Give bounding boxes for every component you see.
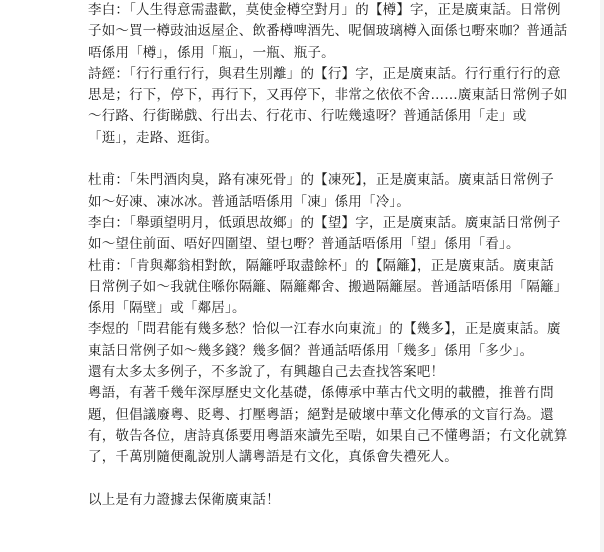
text-line: 如～好凍、凍冰冰。普通話唔係用「凍」係用「冷」。 — [88, 193, 411, 210]
paragraph-du-fu-gaklei — [88, 256, 596, 320]
text-line: 子如～買一樽豉油返屋企、飲番樽啤酒先、呢個玻璃樽入面係乜嘢來咖？普通話 — [88, 23, 568, 40]
paragraph-conclusion — [88, 490, 596, 511]
paragraph-more-examples — [88, 362, 596, 383]
text-line: 了，千萬別隨便亂說別人講粵語是冇文化，真係會失禮死人。 — [88, 449, 458, 466]
text-line: 李白：「人生得意需盡歡，莫使金樽空對月」的【樽】字，正是廣東話。日常例 — [88, 2, 561, 18]
text-line: 還有太多太多例子，不多說了，有興趣自己去查找答案吧！ — [88, 364, 445, 381]
text-line: 題，但倡議廢粵、貶粵、打壓粵語；絕對是破壞中華文化傳承的文盲行為。還 — [88, 406, 554, 423]
article-body — [88, 0, 596, 511]
text-line: 思是；行下，停下，再行下，又再停下，非常之依依不舍……廣東話日常例子如 — [88, 87, 568, 104]
text-line: 李白：「舉頭望明月，低頭思故鄉」的【望】字，正是廣東話。廣東話日常例子 — [88, 214, 561, 231]
text-line: 日常例子如～我就住喺你隔籬、隔籬鄰舍、搬過隔籬屋。普通話唔係用「隔籬」 — [88, 278, 568, 295]
text-line: 李煜的「問君能有幾多愁？恰似一江春水向東流」的【幾多】，正是廣東話。廣 — [88, 321, 561, 338]
text-line: 唔係用「樽」，係用「瓶」，一瓶、瓶子。 — [88, 44, 335, 61]
text-line: 杜甫：「肯與鄰翁相對飲，隔籬呼取盡餘杯」的【隔籬】，正是廣東話。廣東話 — [88, 257, 554, 274]
text-line: 有，敬告各位，唐詩真係要用粵語來讀先至啱，如果自己不懂粵語；冇文化就算 — [88, 427, 568, 444]
text-line: 係用「隔壁」或「鄰居」。 — [88, 300, 246, 317]
paragraph-li-bai-mong — [88, 213, 596, 256]
page-edge — [600, 0, 604, 552]
text-line: 「逛」，走路、逛街。 — [88, 129, 219, 146]
paragraph-li-bai-zun — [88, 0, 596, 64]
paragraph-gap — [88, 149, 596, 170]
text-line: 詩經：「行行重行行，與君生別離」的【行】字，正是廣東話。行行重行行的意 — [88, 65, 561, 82]
text-line: 以上是有力證據去保衛廣東話！ — [88, 491, 280, 508]
paragraph-gap — [88, 469, 596, 490]
text-line: 東話日常例子如～幾多錢？幾多個？普通話唔係用「幾多」係用「多少」。 — [88, 342, 534, 359]
text-line: ～行路、行街睇戲、行出去、行花市、行咗幾遠呀？普通話係用「走」或 — [88, 108, 527, 125]
paragraph-cantonese-heritage — [88, 383, 596, 468]
text-line: 杜甫：「朱門酒肉臭，路有凍死骨」的【凍死】，正是廣東話。廣東話日常例子 — [88, 172, 554, 189]
paragraph-du-fu-dongsi — [88, 170, 596, 213]
paragraph-li-yu-geido — [88, 319, 596, 362]
paragraph-shijing-hang — [88, 64, 596, 149]
text-line: 如～望住前面、唔好四圍望、望乜嘢？普通話唔係用「望」係用「看」。 — [88, 236, 520, 253]
text-line: 粵語，有著千幾年深厚歷史文化基礎，係傳承中華古代文明的載體，推普冇問 — [88, 385, 554, 402]
